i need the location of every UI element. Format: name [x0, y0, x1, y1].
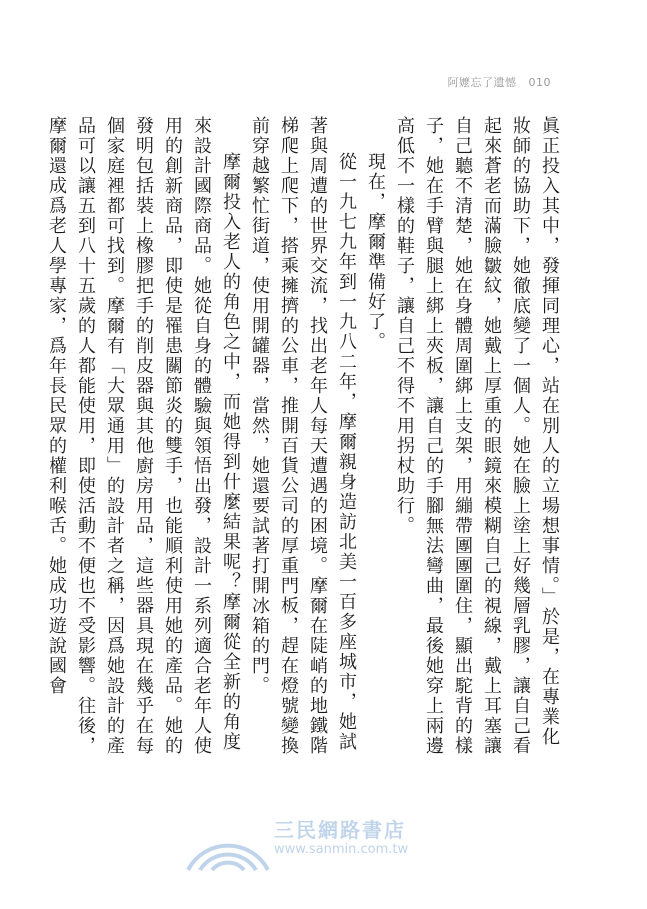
- page-number: 010: [528, 76, 551, 89]
- watermark-url: www.sanmin.com.tw: [274, 842, 409, 857]
- paragraph: 現在，摩爾準備好了。: [365, 152, 386, 352]
- watermark-arc-icon: [178, 790, 278, 890]
- running-header-title: 阿嬤忘了遺憾: [447, 76, 517, 89]
- running-header: [448, 74, 552, 90]
- paragraph: 從一九七九年到一九八二年，摩爾親身造訪北美一百多座城市，她試著與周遭的世界交流，找出老年人每天遭遇的困境。摩爾在陡峭的地鐵階梯爬上爬下，搭乘擁擠的公車，推開百貨公司的厚重門板，趕在燈號變換前穿越繁忙街道，使用開罐器，當然，她還要試著打開冰箱的門。: [249, 116, 357, 756]
- paragraph: 摩爾投入老人的角色之中，而她得到什麼結果呢？摩爾從全新的角度來設計國際商品。她從自身的體驗與領悟出發，設計一系列適合老年人使用的創新商品，即使是罹患關節炎的雙手，也能順利使用她的產品。她的發明包括裝上橡膠把手的削皮器與其他廚房用品，這些器具現在幾乎在每個家庭裡都可找到。摩爾有「大眾通用」的設計者之稱，因爲她設計的產品可以讓五到八十五歲的人都能使用，即使活動不便也不受影響。往後，摩爾還成爲老人學專家，爲年長民眾的權利喉舌。她成功遊說國會: [46, 116, 241, 756]
- body-text: [46, 116, 564, 756]
- watermark: [178, 790, 478, 900]
- paragraph: 眞正投入其中，發揮同理心，站在別人的立場想事情。」於是，在專業化妝師的協助下，她徹底變了一個人。她在臉上塗上好幾層乳膠，讓自己看起來蒼老而滿臉皺紋，她戴上厚重的眼鏡來模糊自己的視線，戴上耳塞讓自己聽不清楚，她在身體周圍綁上支架，用繃帶團團圍住，顯出駝背的樣子，她在手臂與腿上綁上夾板，讓自己的手腳無法彎曲，最後她穿上兩邊高低不一樣的鞋子，讓自己不得不用拐杖助行。: [394, 116, 560, 756]
- watermark-text: 三民網路書店: [274, 818, 406, 842]
